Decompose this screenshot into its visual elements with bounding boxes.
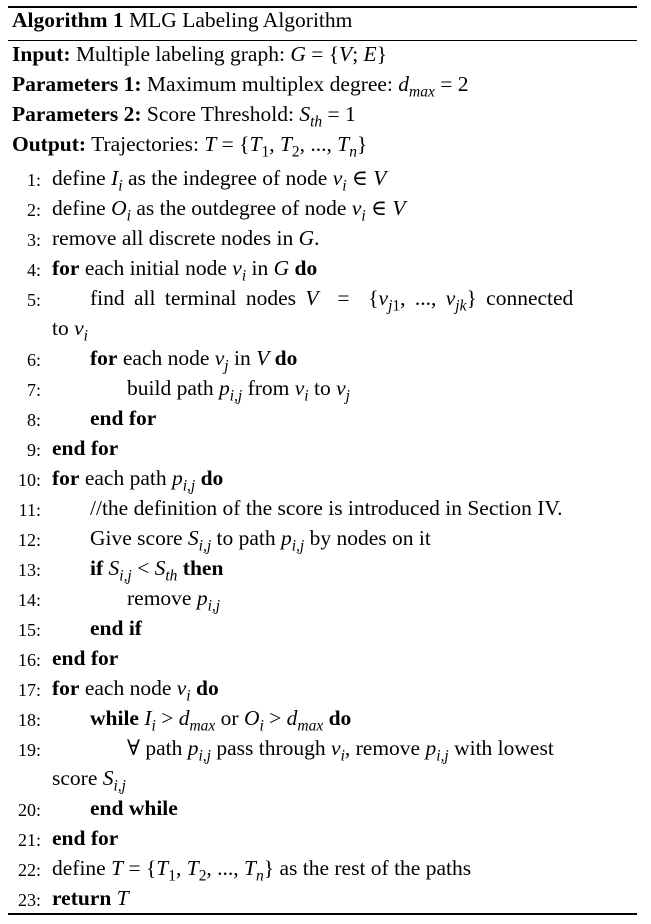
algo-line-continuation: to $v_i$: [52, 316, 88, 345]
algo-line: 9: end for: [26, 436, 119, 460]
algo-line: 22: define $T = \{T_1$, $T_2$, ..., $T_n$} as the rest of the paths: [17, 856, 472, 885]
algo-line: 13: if $S_{i,j} < S_{th}$ then: [17, 556, 224, 585]
algo-line: 19: ∀ path $p_{i,j}$ pass through $v_i$, remove $p_{i,j}$ with lowest: [17, 736, 554, 765]
algo-line: 8: end for: [26, 406, 157, 430]
line-number: 23:: [17, 890, 41, 910]
line-number: 19:: [17, 740, 41, 760]
algo-line: 20: end while: [17, 796, 178, 820]
algo-line: 18: while $I_i > d_{max}$ or $O_i > d_{max}$ do: [17, 706, 352, 735]
line-number: 17:: [17, 680, 41, 700]
line-number: 9:: [26, 440, 41, 460]
algorithm-name: MLG Labeling Algorithm: [129, 8, 353, 32]
line-number: 5:: [26, 290, 41, 310]
line-number: 3:: [26, 230, 41, 250]
param2-keyword: Parameters 2:: [12, 102, 142, 126]
algo-line: 7: build path $p_{i,j}$ from $v_i$ to $v_j$: [26, 376, 350, 405]
header-rule: [8, 40, 637, 41]
algo-line: 1: define $I_i$ as the indegree of node $v_i$ ∈ V: [26, 166, 387, 195]
algo-line: 4: for each initial node $v_i$ in G do: [26, 256, 318, 285]
line-number: 11:: [18, 500, 41, 520]
line-number: 6:: [26, 350, 41, 370]
algo-line: 12: Give score $S_{i,j}$ to path $p_{i,j}$ by nodes on it: [17, 526, 431, 555]
line-number: 22:: [17, 860, 41, 880]
line-number: 10:: [17, 470, 41, 490]
line-number: 14:: [17, 590, 41, 610]
line-number: 16:: [17, 650, 41, 670]
algo-line: 17: for each node $v_i$ do: [17, 676, 219, 705]
algo-line-continuation: score $S_{i,j}$: [52, 766, 126, 795]
algo-line: 21: end for: [17, 826, 119, 850]
line-number: 7:: [26, 380, 41, 400]
line-number: 18:: [17, 710, 41, 730]
algo-line: 2: define $O_i$ as the outdegree of node $v_i$ ∈ V: [26, 196, 406, 225]
algo-line: 3: remove all discrete nodes in G.: [26, 226, 320, 250]
algo-line: 14: remove $p_{i,j}$: [17, 586, 221, 615]
algo-line: 16: end for: [17, 646, 119, 670]
algo-line: 5: find all terminal nodes $V = \{v_{j1}$, ..., $v_{jk}$} connected: [26, 286, 574, 315]
param1-keyword: Parameters 1:: [12, 72, 142, 96]
algo-line: 15: end if: [17, 616, 142, 640]
algo-line: 11: //the definition of the score is introduced in Section IV.: [18, 496, 563, 520]
line-number: 8:: [26, 410, 41, 430]
line-number: 13:: [17, 560, 41, 580]
line-number: 4:: [26, 260, 41, 280]
param1-line: Parameters 1: Maximum multiplex degree: $d_{max} = 2$: [12, 72, 469, 101]
algorithm-label: Algorithm 1: [12, 8, 124, 32]
param2-line: Parameters 2: Score Threshold: $S_{th} = 1$: [12, 102, 356, 131]
line-number: 2:: [26, 200, 41, 220]
line-number: 21:: [17, 830, 41, 850]
algo-line: 10: for each path $p_{i,j}$ do: [17, 466, 224, 495]
line-number: 15:: [17, 620, 41, 640]
line-number: 20:: [17, 800, 41, 820]
output-line: Output: Trajectories: $T = \{T_1$, $T_2$, ..., $T_n$}: [12, 132, 368, 161]
algo-line: 6: for each node $v_j$ in V do: [26, 346, 298, 375]
line-number: 1:: [26, 170, 41, 190]
algorithm-title: [0, 8, 651, 38]
line-number: 12:: [17, 530, 41, 550]
algo-line: 23: return T: [17, 886, 129, 910]
input-keyword: Input:: [12, 42, 71, 66]
input-line: Input: Multiple labeling graph: G = {V; E}: [12, 42, 388, 66]
output-keyword: Output:: [12, 132, 87, 156]
